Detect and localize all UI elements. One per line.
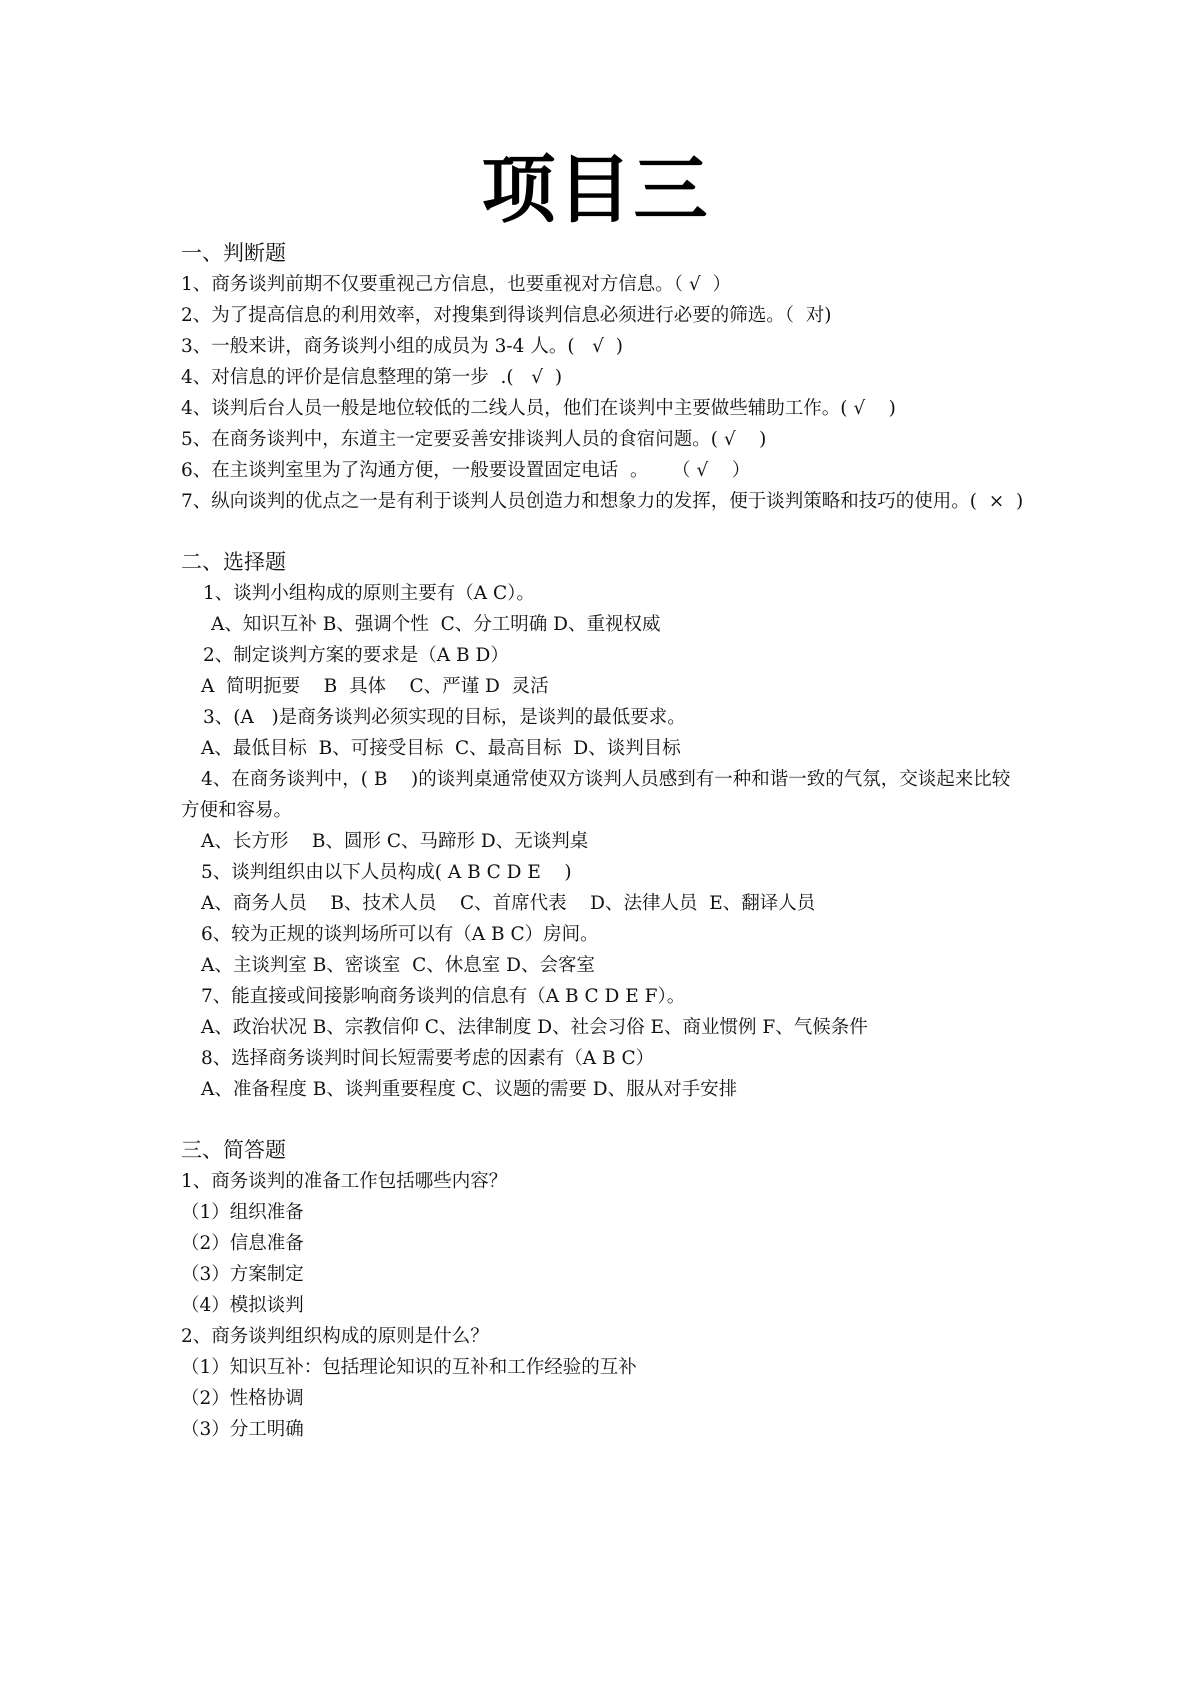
options-line: A、主谈判室 B、密谈室 C、休息室 D、会客室 [201, 955, 595, 976]
question-line: 1、谈判小组构成的原则主要有（A C）。 [203, 583, 535, 604]
answer-line: （2）信息准备 [181, 1233, 304, 1254]
options-line: A、政治状况 B、宗教信仰 C、法律制度 D、社会习俗 E、商业惯例 F、气候条件 [201, 1017, 868, 1038]
section-multiple-choice [181, 547, 1026, 1105]
question-line: 4、在商务谈判中，( B )的谈判桌通常使双方谈判人员感到有一种和谐一致的气氛，交谈起来比较方便和容易。 [181, 769, 1011, 821]
answer-line: （1）组织准备 [181, 1202, 304, 1223]
question-line: 4、对信息的评价是信息整理的第一步 .( √ ) [181, 367, 563, 388]
options-line: A、知识互补 B、强调个性 C、分工明确 D、重视权威 [211, 614, 661, 635]
options-line: A、商务人员 B、技术人员 C、首席代表 D、法律人员 E、翻译人员 [201, 893, 816, 914]
question-line: 3、(A )是商务谈判必须实现的目标，是谈判的最低要求。 [203, 707, 686, 728]
question-line: 7、纵向谈判的优点之一是有利于谈判人员创造力和想象力的发挥，便于谈判策略和技巧的使用。( × ) [181, 491, 1024, 512]
question-line: 2、为了提高信息的利用效率，对搜集到得谈判信息必须进行必要的筛选。（ 对) [181, 305, 832, 326]
question-line: 2、商务谈判组织构成的原则是什么？ [181, 1326, 489, 1347]
options-line: A 简明扼要 B 具体 C、严谨 D 灵活 [201, 676, 549, 697]
options-line: A、准备程度 B、谈判重要程度 C、议题的需要 D、服从对手安排 [201, 1079, 738, 1100]
question-line: 1、商务谈判前期不仅要重视己方信息，也要重视对方信息。（ √ ） [181, 274, 731, 295]
question-line: 6、较为正规的谈判场所可以有（A B C）房间。 [201, 924, 599, 945]
question-line: 8、选择商务谈判时间长短需要考虑的因素有（A B C） [201, 1048, 655, 1069]
section-heading: 一、判断题 [181, 241, 286, 265]
document-title: 项目三 [481, 147, 710, 233]
question-line: 5、谈判组织由以下人员构成( A B C D E ) [201, 862, 572, 883]
question-line: 7、能直接或间接影响商务谈判的信息有（A B C D E F）。 [201, 986, 686, 1007]
answer-line: （3）方案制定 [181, 1264, 304, 1285]
document-body [181, 238, 1026, 1445]
question-line: 5、在商务谈判中，东道主一定要妥善安排谈判人员的食宿问题。( √ ) [181, 429, 767, 450]
section-short-answer [181, 1135, 1026, 1445]
question-line: 1、商务谈判的准备工作包括哪些内容？ [181, 1171, 508, 1192]
answer-line: （3）分工明确 [181, 1419, 304, 1440]
options-line: A、长方形 B、圆形 C、马蹄形 D、无谈判桌 [201, 831, 589, 852]
answer-line: （1）知识互补：包括理论知识的互补和工作经验的互补 [181, 1357, 637, 1378]
question-line: 3、一般来讲，商务谈判小组的成员为 3-4 人。( √ ) [181, 336, 623, 357]
question-line: 2、制定谈判方案的要求是（A B D） [203, 645, 509, 666]
answer-line: （2）性格协调 [181, 1388, 304, 1409]
section-heading: 二、选择题 [181, 550, 286, 574]
question-line: 4、谈判后台人员一般是地位较低的二线人员，他们在谈判中主要做些辅助工作。( √ ) [181, 398, 896, 419]
section-true-false [181, 238, 1026, 517]
question-line: 6、在主谈判室里为了沟通方便，一般要设置固定电话 。 （ √ ） [181, 460, 751, 481]
answer-line: （4）模拟谈判 [181, 1295, 304, 1316]
section-heading: 三、简答题 [181, 1138, 286, 1162]
options-line: A、最低目标 B、可接受目标 C、最高目标 D、谈判目标 [201, 738, 681, 759]
